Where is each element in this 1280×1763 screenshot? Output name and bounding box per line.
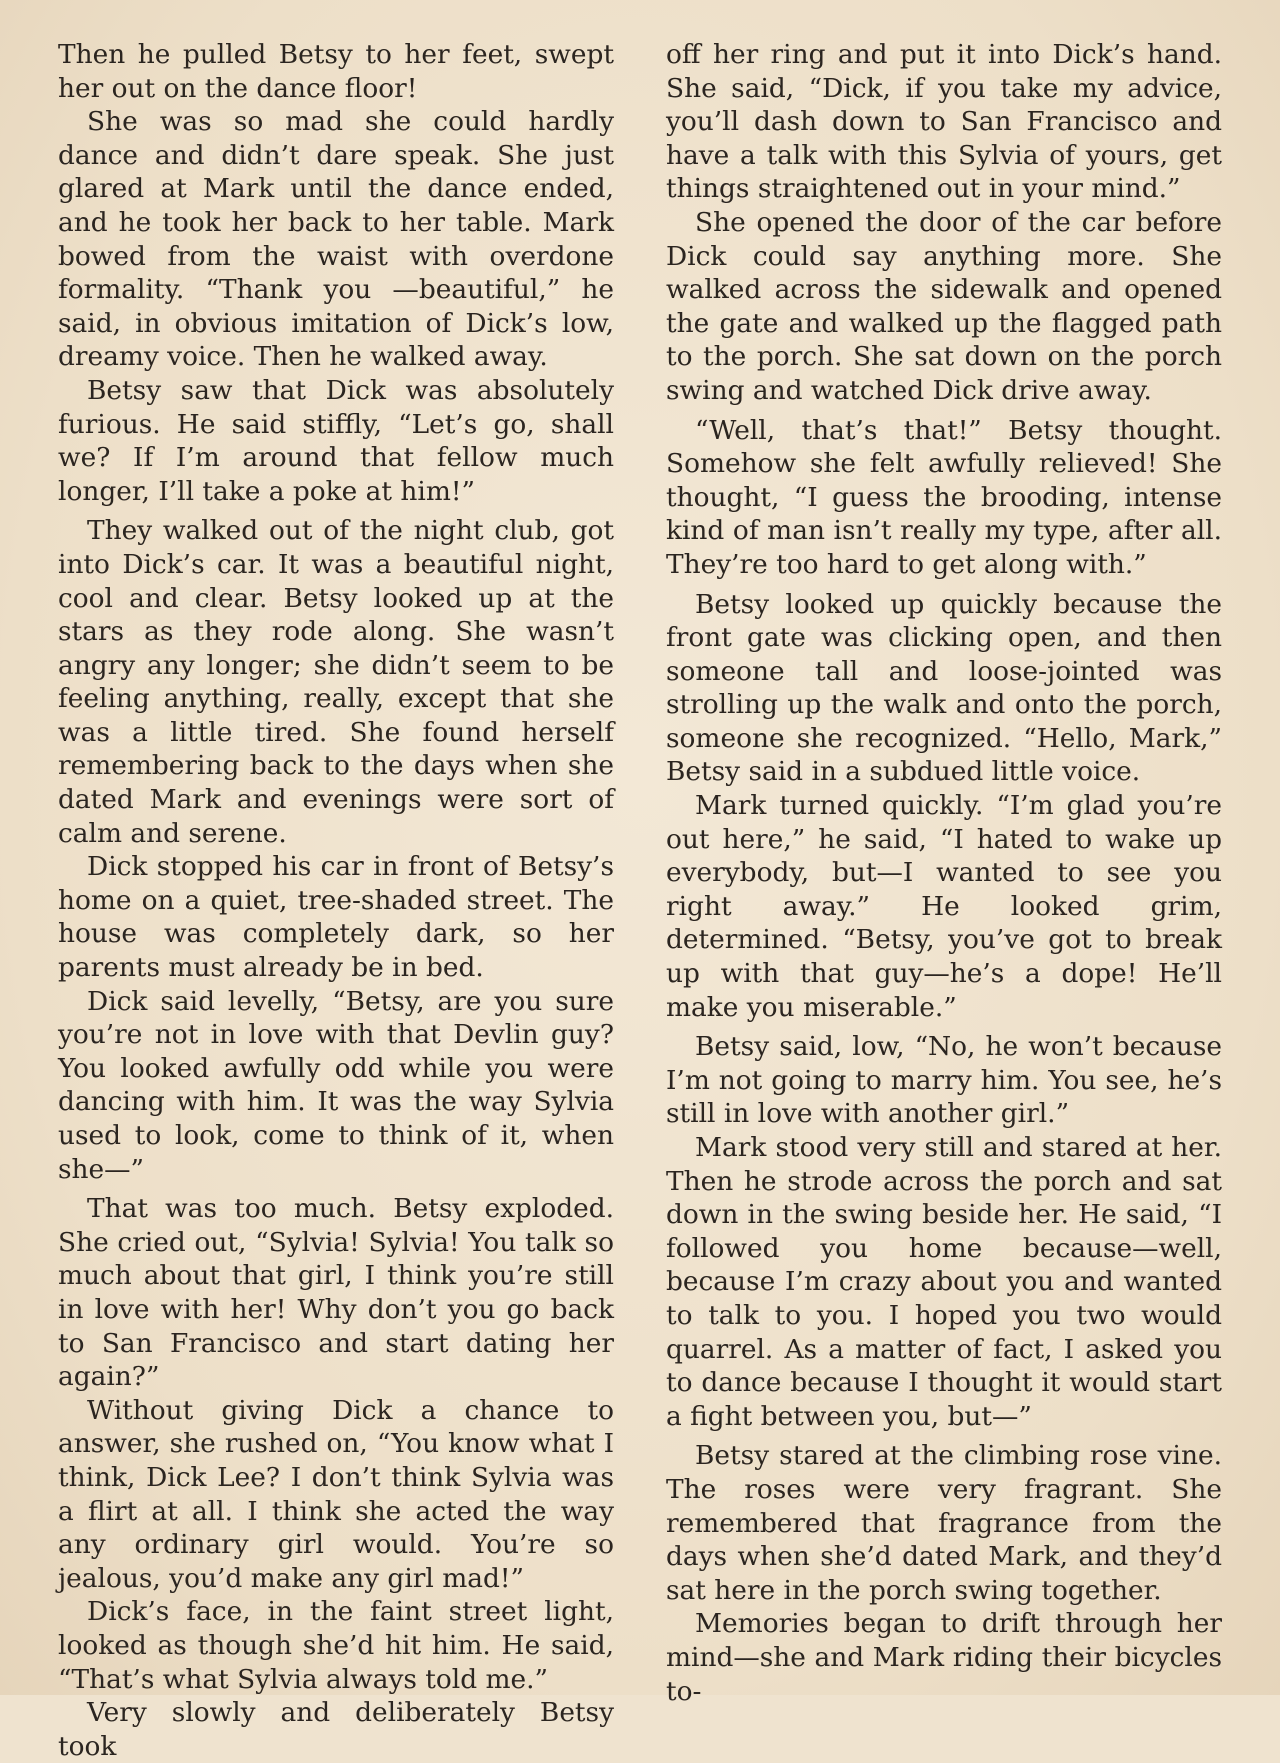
paragraph: Betsy stared at the climbing rose vine. The roses were very fragrant. She remembered that fragrance from the days when she’d dated Mark, and they’d sat here in the porch swing together. <box>666 1440 1222 1606</box>
paragraph: Betsy looked up quickly because the front gate was clicking open, and then someone tall and loose-jointed was strolling up the walk and onto the porch, someone she recognized. “Hello, Mark,” Betsy said in a subdued little voice. <box>666 588 1222 788</box>
paragraph: Mark turned quickly. “I’m glad you’re out here,” he said, “I hated to wake up everybody, but—I wanted to see you right away.” He looked grim, determined. “Betsy, you’ve got to break up with that guy—he’s a dope! He’ll make you miserable.” <box>666 790 1222 1023</box>
paragraph: That was too much. Betsy exploded. She cried out, “Sylvia! Sylvia! You talk so much about that girl, I think you’re still in love with her! Why don’t you go back to San Francisco and start dating her again?” <box>58 1193 614 1393</box>
paragraph: Then he pulled Betsy to her feet, swept her out on the dance floor! <box>58 39 614 104</box>
paragraph: Very slowly and deliberately Betsy took <box>58 1697 614 1762</box>
paragraph: “Well, that’s that!” Betsy thought. Somehow she felt awfully relieved! She thought, “I guess the brooding, intense kind of man isn’t really my type, after all. They’re too hard to get along with.” <box>666 414 1222 580</box>
left-text-column <box>58 38 614 1763</box>
paragraph: Betsy saw that Dick was absolutely furious. He said stiffly, “Let’s go, shall we? If I’m around that fellow much longer, I’ll take a poke at him!” <box>58 374 614 507</box>
paragraph: They walked out of the night club, got into Dick’s car. It was a beautiful night, cool and clear. Betsy looked up at the stars as they rode along. She wasn’t angry any longer; she didn’t seem to be feeling anything, really, except that she was a little tired. She found herself remembering back to the days when she dated Mark and evenings were sort of calm and serene. <box>58 515 614 849</box>
right-text-column <box>666 38 1222 1708</box>
paragraph: Mark stood very still and stared at her. Then he strode across the porch and sat down in the swing beside her. He said, “I followed you home because—well, because I’m crazy about you and wanted to talk to you. I hoped you two would quarrel. As a matter of fact, I asked you to dance because I thought it would start a fight between you, but—” <box>666 1132 1222 1432</box>
paragraph: off her ring and put it into Dick’s hand. She said, “Dick, if you take my advice, you’ll dash down to San Francisco and have a talk with this Sylvia of yours, get things straightened out in your mind.” <box>666 39 1222 205</box>
paragraph: Without giving Dick a chance to answer, she rushed on, “You know what I think, Dick Lee? I don’t think Sylvia was a flirt at all. I think she acted the way any ordinary girl would. You’re so jealous, you’d make any girl mad!” <box>58 1394 614 1594</box>
paragraph: She opened the door of the car before Dick could say anything more. She walked across the sidewalk and opened the gate and walked up the flagged path to the porch. She sat down on the porch swing and watched Dick drive away. <box>666 206 1222 406</box>
paragraph: Memories began to drift through her mind—she and Mark riding their bicycles to- <box>666 1608 1222 1707</box>
paragraph: Dick said levelly, “Betsy, are you sure you’re not in love with that Devlin guy? You looked awfully odd while you were dancing with him. It was the way Sylvia used to look, come to think of it, when she—” <box>58 985 614 1185</box>
paragraph: Dick stopped his car in front of Betsy’s home on a quiet, tree-shaded street. The house was completely dark, so her parents must already be in bed. <box>58 851 614 984</box>
paragraph: Betsy said, low, “No, he won’t because I’m not going to marry him. You see, he’s still in love with another girl.” <box>666 1031 1222 1130</box>
paragraph: She was so mad she could hardly dance and didn’t dare speak. She just glared at Mark until the dance ended, and he took her back to her table. Mark bowed from the waist with overdone formality. “Thank you —beautiful,” he said, in obvious imitation of Dick’s low, dreamy voice. Then he walked away. <box>58 106 614 373</box>
paragraph: Dick’s face, in the faint street light, looked as though she’d hit him. He said, “That’s what Sylvia always told me.” <box>58 1596 614 1695</box>
